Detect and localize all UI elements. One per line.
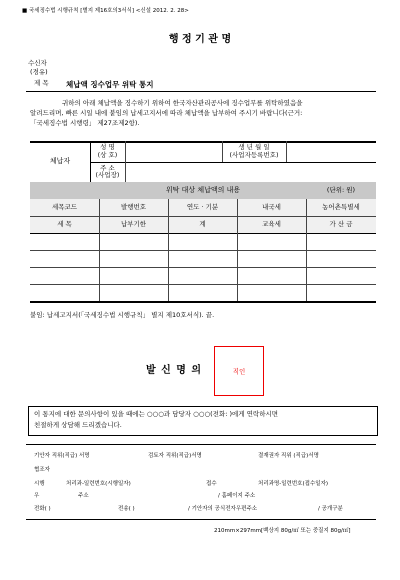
recipient-label: 수신자 [28, 59, 47, 67]
drafter-label: 기안자 직위(직급) 서명 [34, 453, 90, 459]
receipt-label: 접수 [206, 481, 217, 487]
header-tax-code: 세목코드 [51, 202, 78, 211]
taxpayer-side-label: 체납자 [49, 156, 71, 165]
unit-label: (단위: 원) [326, 185, 356, 194]
header-total: 계 [199, 219, 206, 228]
name-value[interactable] [125, 141, 222, 162]
fax-label: 전송( ) [118, 506, 135, 512]
agency-name: 행 정 기 관 명 [168, 34, 232, 45]
sender-name: 발 신 명 의 [146, 365, 203, 376]
approval-bottom-line [26, 519, 376, 520]
via-label: (경유) [30, 68, 48, 76]
seal-label: 직인 [232, 367, 246, 376]
subject-text: 체납액 징수업무 위탁 통지 [66, 80, 154, 89]
subject-label: 제 목 [34, 79, 49, 87]
header-education-tax: 교육세 [262, 219, 281, 228]
cooperator-label: 협조자 [34, 467, 50, 473]
header-domestic-tax: 내국세 [262, 202, 281, 211]
table-bottom-border [30, 301, 376, 303]
birth-label: 생 년 월 일 (사업자등록번호) [229, 143, 279, 159]
official-seal-box [214, 346, 264, 396]
postcode-label: 우 [34, 493, 40, 499]
table-line [30, 250, 376, 251]
name-label: 성 명 (상 호) [97, 143, 118, 159]
attachment-line: 붙임: 납세고지서(「국세징수법 시행규칙」 별지 제10호서식). 끝. [30, 311, 215, 319]
birth-value[interactable] [286, 141, 376, 162]
approval-top-line [26, 444, 376, 445]
header-penalty: 가 산 금 [329, 219, 353, 228]
disclosure-label: / 공개구분 [318, 506, 343, 512]
table-line [30, 233, 376, 234]
email-label: / 기안자의 공식전자우편주소 [188, 506, 258, 512]
body-line-3: 「국세징수법 시행령」 제27조제2항). [30, 119, 140, 127]
homepage-label: / 홈페이지 주소 [218, 493, 256, 499]
header-issue-number: 발행번호 [120, 202, 147, 211]
form-header-note: ■ 국세징수법 시행규칙 [별지 제16호의3서식] <신설 2012. 2. 28> [22, 8, 189, 14]
subject-divider [26, 91, 376, 92]
contact-line-2: 친절하게 상담해 드리겠습니다. [34, 421, 122, 429]
enforcement-value: 처리과-일련번호(시행일자) [66, 481, 131, 487]
approver-label: 결재권자 직위 (직급)서명 [258, 453, 319, 459]
address-value[interactable] [125, 162, 376, 182]
enforcement-label: 시행 [34, 481, 45, 487]
phone-label: 전화( ) [34, 506, 51, 512]
header-due-date: 납부기한 [120, 219, 147, 228]
section-title: 위탁 대상 체납액의 내용 [165, 185, 241, 194]
table-line [30, 284, 376, 285]
address-label-footer: 주소 [78, 493, 89, 499]
header-rural-tax: 농어촌특별세 [322, 202, 360, 211]
body-line-1: 귀하의 아래 체납액을 징수하기 위하여 한국자산관리공사에 징수업무를 위탁하였음을 [62, 99, 303, 107]
table-line [30, 267, 376, 268]
contact-line-1: 이 통지에 대한 문의사항이 있을 때에는 ○○○과 담당자 ○○○(전화: )에게 연락하시면 [34, 410, 279, 418]
header-year-period: 연도 · 기분 [186, 202, 219, 211]
header-tax-item: 세 목 [57, 219, 72, 228]
paper-spec: 210mm×297mm[백상지 80g/㎡ 또는 중질지 80g/㎡] [214, 528, 351, 534]
receipt-value: 처리과명-일련번호(접수일자) [258, 481, 329, 487]
address-label: 주 소 (사업장) [95, 163, 120, 179]
body-line-2: 알려드리며, 빠른 시일 내에 붙임의 납세고지서에 따라 체납액을 납부하여 주시기 바랍니다(근거: [30, 109, 303, 117]
reviewer-label: 검토자 직위(직급)서명 [148, 453, 202, 459]
